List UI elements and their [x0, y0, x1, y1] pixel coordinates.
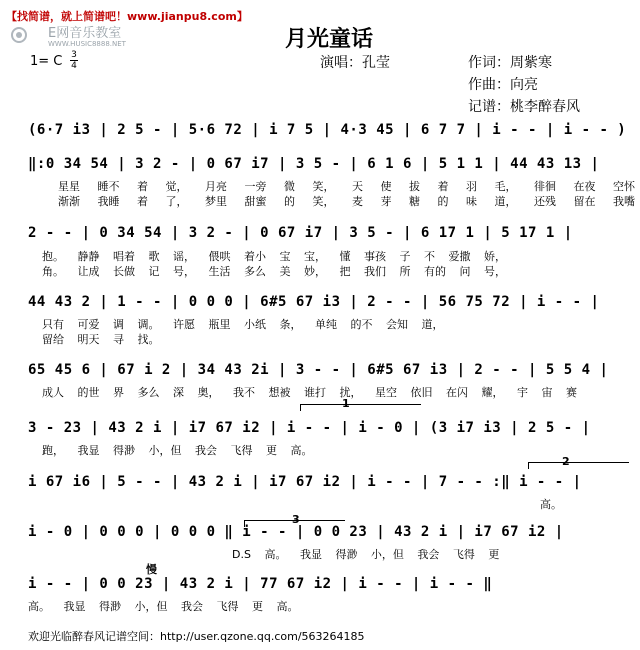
- lyric-line: 角。 让成 长做 记 号， 生活 多么 美 妙， 把 我们 所 有的 问 号，: [42, 265, 506, 278]
- footer-credit[interactable]: 欢迎光临醉春风记谱空间：http://user.qzone.qq.com/563264185: [28, 630, 365, 643]
- singer-credit: 演唱：孔莹: [320, 55, 390, 71]
- lyric-line: 留给 明天 寻 找。: [42, 333, 160, 346]
- watermark-text: E网音乐教室: [48, 26, 122, 41]
- lyricist-credit: 作词：周紫寒: [468, 55, 552, 71]
- volta-bracket: [300, 404, 421, 411]
- lyric-line: 抱。 静静 唱着 歌 谣， 偎哄 着小 宝 宝， 懂 事孩 子 不 爱撒 娇，: [42, 250, 506, 263]
- lyric-line: 只有 可爱 调 调。 许愿 瓶里 小纸 条， 单纯 的不 会知 道，: [42, 318, 444, 331]
- watermark-url: WWW.HUSIC8888.NET: [48, 40, 126, 48]
- notation-row: ‖:0 34 54 | 3 2 - | 0 67 i7 | 3 5 - | 6 1 6 | 5 1 1 | 44 43 13 |: [28, 156, 600, 172]
- volta-number: 1: [342, 397, 350, 410]
- notation-row: i 67 i6 | 5 - - | 43 2 i | i7 67 i2 | i - - | 7 - - :‖ i - - |: [28, 474, 582, 490]
- volta-bracket: [528, 462, 629, 469]
- notation-row: i - - | 0 0 23 | 43 2 i | 77 67 i2 | i - - | i - - ‖: [28, 576, 493, 592]
- logo-icon: [10, 26, 40, 44]
- lyric-line: 渐渐 我睡 着 了， 梦里 甜蜜 的 笑， 麦 芽 糖 的 味 道， 还残 留在 我嘴: [58, 195, 635, 208]
- promo-banner[interactable]: 【找简谱，就上简谱吧！www.jianpu8.com】: [6, 10, 248, 23]
- song-title: 月光童话: [285, 26, 374, 52]
- notation-row: (6·7 i3 | 2 5 - | 5·6 72 | i 7 5 | 4·3 45 | 6 7 7 | i - - | i - - ): [28, 122, 627, 138]
- lyric-line: 跑， 我显 得渺 小，但 我会 飞得 更 高。: [42, 444, 313, 457]
- volta-number: 2: [562, 455, 570, 468]
- lyric-line: D.S 高。 我显 得渺 小，但 我会 飞得 更: [232, 548, 500, 561]
- notation-row: 44 43 2 | 1 - - | 0 0 0 | 6#5 67 i3 | 2 - - | 56 75 72 | i - - |: [28, 294, 600, 310]
- composer-credit: 作曲：向亮: [468, 77, 538, 93]
- lyric-line: 成人 的世 界 多么 深 奥， 我不 想被 谁打 扰， 星空 依旧 在闪 耀， 宇 宙 赛: [42, 386, 577, 399]
- meter-bottom: 4: [71, 61, 77, 71]
- notation-row: i - 0 | 0 0 0 | 0 0 0 ‖ i - - | 0 0 23 | 43 2 i | i7 67 i2 |: [28, 524, 564, 540]
- notation-row: 65 45 6 | 67 i 2 | 34 43 2i | 3 - - | 6#5 67 i3 | 2 - - | 5 5 4 |: [28, 362, 609, 378]
- notation-row: 2 - - | 0 34 54 | 3 2 - | 0 67 i7 | 3 5 - | 6 17 1 | 5 17 1 |: [28, 225, 573, 241]
- notation-row: 3 - 23 | 43 2 i | i7 67 i2 | i - - | i - 0 | (3 i7 i3 | 2 5 - |: [28, 420, 591, 436]
- lyric-line: 星星 睡不 着 觉， 月亮 一旁 微 笑， 天 使 拔 着 羽 毛， 徘徊 在夜 空怀: [58, 180, 635, 193]
- lyric-line: 高。: [540, 498, 562, 511]
- meter-top: 3: [71, 50, 77, 60]
- time-signature: [70, 50, 78, 71]
- transcriber-credit: 记谱：桃李醉春风: [468, 99, 580, 115]
- key-signature: 1= C: [30, 54, 63, 69]
- lyric-line: 高。 我显 得渺 小，但 我会 飞得 更 高。: [28, 600, 299, 613]
- volta-number: 3: [292, 513, 300, 526]
- slow-mark: 慢: [146, 563, 157, 576]
